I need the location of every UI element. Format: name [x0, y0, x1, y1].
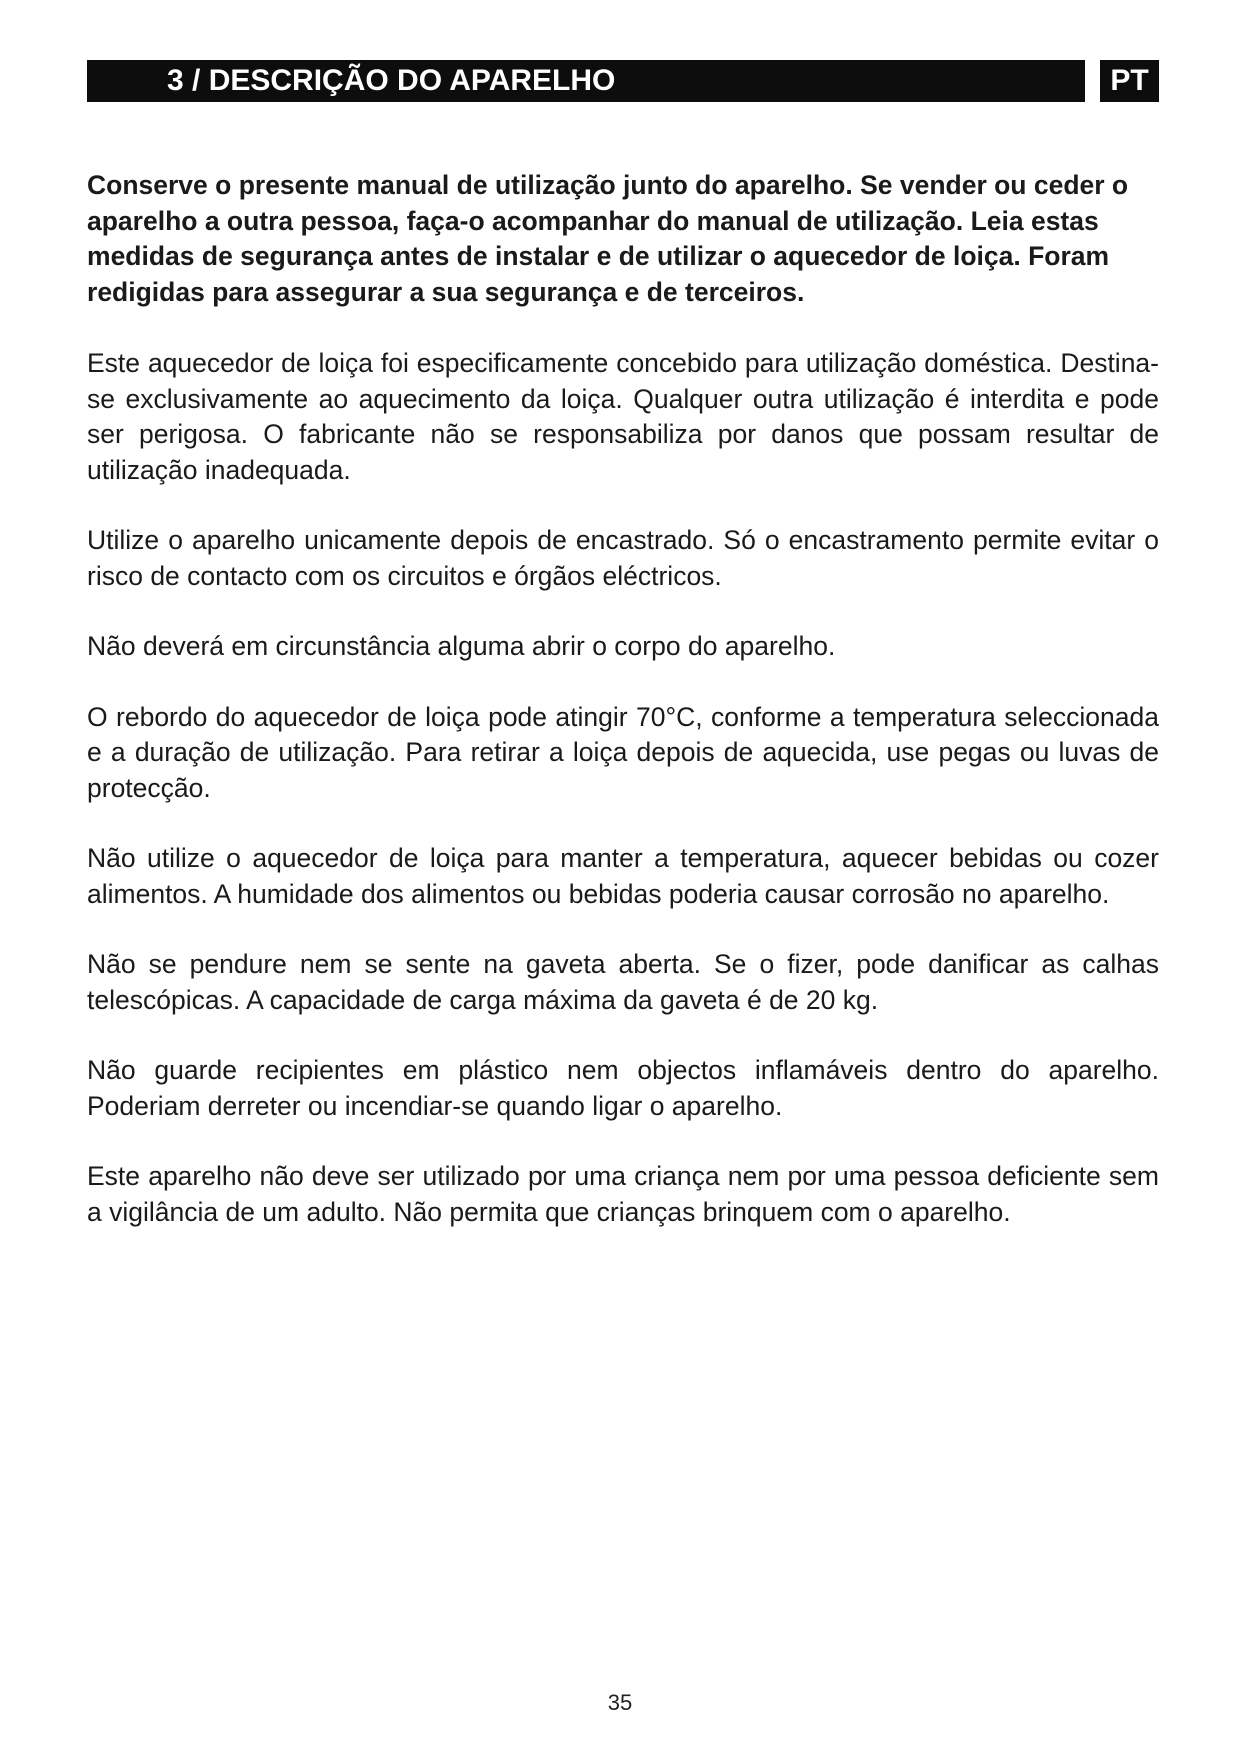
document-body [87, 168, 1159, 1265]
page-number: 35 [607, 1690, 633, 1715]
hot-edge-paragraph: O rebordo do aquecedor de loiça pode atingir 70°C, conforme a temperatura seleccionada e a duração de utilização. Para retirar a loiça depois de aquecida, use pegas ou luvas de protecção. [87, 701, 1159, 803]
built-in-use-paragraph: Utilize o aparelho unicamente depois de encastrado. Só o encastramento permite evitar o risco de contacto com os circuitos e órgãos eléctricos. [87, 525, 1159, 591]
no-cooking-paragraph: Não utilize o aquecedor de loiça para manter a temperatura, aquecer bebidas ou cozer alimentos. A humidade dos alimentos ou bebidas poderia causar corrosão no aparelho. [87, 843, 1159, 909]
section-title: 3 / DESCRIÇÃO DO APARELHO [167, 64, 616, 97]
do-not-open-paragraph: Não deverá em circunstância alguma abrir o corpo do aparelho. [87, 631, 836, 661]
children-safety-paragraph: Este aparelho não deve ser utilizado por uma criança nem por uma pessoa deficiente sem a vigilância de um adulto. Não permita que crianças brinquem com o aparelho. [87, 1161, 1159, 1227]
language-badge: PT [1100, 60, 1159, 102]
intro-warning-paragraph: Conserve o presente manual de utilização junto do aparelho. Se vender ou ceder o aparelho a outra pessoa, faça-o acompanhar do manual de utilização. Leia estas medidas de segurança antes de instalar e de utilizar o aquecedor de loiça. Foram redigidas para assegurar a sua segurança e de terceiros. [87, 170, 1129, 307]
section-header-bar [87, 60, 1085, 102]
drawer-load-paragraph: Não se pendure nem se sente na gaveta aberta. Se o fizer, pode danificar as calhas telescópicas. A capacidade de carga máxima da gaveta é de 20 kg. [87, 949, 1159, 1015]
no-plastics-paragraph: Não guarde recipientes em plástico nem objectos inflamáveis dentro do aparelho. Poderiam derreter ou incendiar-se quando ligar o aparelho. [87, 1055, 1159, 1121]
domestic-use-paragraph: Este aquecedor de loiça foi especificamente concebido para utilização doméstica. Destina-se exclusivamente ao aquecimento da loiça. Qualquer outra utilização é interdita e pode ser perigosa. O fabricante não se responsabiliza por danos que possam resultar de utilização inadequada. [87, 348, 1159, 485]
